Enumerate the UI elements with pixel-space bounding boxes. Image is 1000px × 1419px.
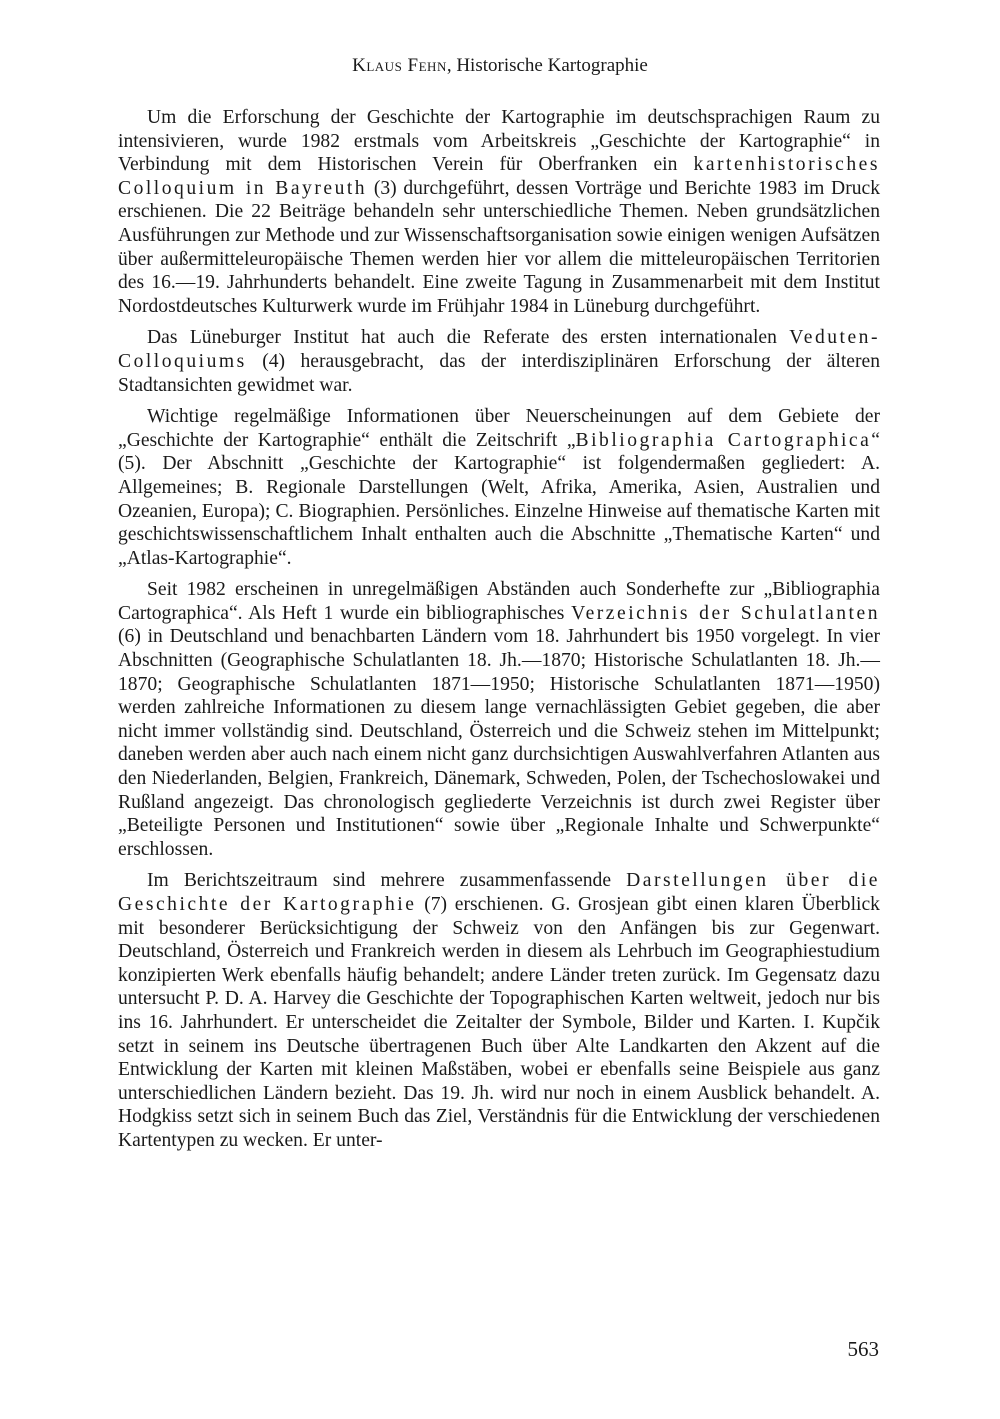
- body-text: [118, 106, 880, 1161]
- text-run: (3) durchgeführt, dessen Vorträge und Berichte 1983 im Druck erschienen. Die 22 Beiträge behandeln sehr unterschiedliche Themen. Neben grundsätzlichen Ausführungen zur Methode und zur Wissenschaftsorganisation sowie einigen wenigen Aufsätzen über außermitteleuropäische Themen werden hier vor allem die mitteleuropäischen Territorien des 16.—19. Jahrhunderts behandelt. Eine zweite Tagung in Zusammenarbeit mit dem Institut Nordostdeutsches Kulturwerk wurde im Frühjahr 1984 in Lüneburg durchgeführt.: [118, 177, 881, 317]
- header-separator: ,: [446, 55, 457, 76]
- text-run: Im Berichtszeitraum sind mehrere zusammenfassende: [147, 870, 627, 892]
- text-run: Um die Erforschung der Geschichte der Kartographie im deutschsprachigen Raum zu intensivieren, wurde 1982 erstmals vom Arbeitskreis „Geschichte der Kartographie“ in Verbindung mit dem Historischen Verein für Oberfranken ein: [118, 107, 880, 176]
- paragraph: [118, 106, 880, 318]
- text-run: Das Lüneburger Institut hat auch die Referate des ersten internationalen: [147, 327, 790, 349]
- spaced-emphasis-text: Bibliographia Cartographica: [575, 429, 872, 451]
- text-run: Wichtige regelmäßige Informationen über Neuerscheinungen auf dem Gebiete der „Geschichte der Kartographie“ enthält die Zeitschrift „: [118, 406, 880, 451]
- paragraph: [118, 326, 880, 397]
- paragraph: [118, 405, 880, 570]
- spaced-emphasis-text: kartenhistorisches Colloquium in Bayreuth: [118, 154, 880, 199]
- paragraph: [118, 578, 880, 861]
- spaced-emphasis-text: Darstellungen über die Geschichte der Kartographie: [118, 870, 880, 915]
- spaced-emphasis-text: Veduten-Colloquiums: [118, 327, 880, 372]
- text-run: Seit 1982 erscheinen in unregelmäßigen Abständen auch Sonderhefte zur „Bibliographia Cartographica“. Als Heft 1 wurde ein bibliographisches: [118, 579, 880, 624]
- page-number: 563: [847, 1337, 879, 1361]
- header-author: Klaus Fehn: [352, 55, 447, 76]
- paragraph: [118, 869, 880, 1152]
- spaced-emphasis-text: Verzeichnis der Schulatlanten: [571, 602, 880, 624]
- text-run: (7) erschienen. G. Grosjean gibt einen klaren Überblick mit besonderer Berücksichtigung der Schweiz von den Anfängen bis zur Gegenwart. Deutschland, Österreich und Frankreich werden in diesem als Lehrbuch im Geographiestudium konzipierten Werk ebenfalls häufig behandelt; andere Länder treten zurück. Im Gegensatz dazu untersucht P. D. A. Harvey die Geschichte der Topographischen Karten weltweit, jedoch nur bis ins 16. Jahrhundert. Er unterscheidet die Zeitalter der Symbole, Bilder und Karten. I. Kupčik setzt in seinem ins Deutsche übertragenen Buch über Alte Landkarten den Akzent auf die Entwicklung der Karten mit kleinen Maßstäben, wobei er ebenfalls seine Beispiele aus ganz unterschiedlichen Ländern bezieht. Das 19. Jh. wird nur noch in einem Ausblick behandelt. A. Hodgkiss setzt sich in seinem Buch das Ziel, Verständnis für die Entwicklung der verschiedenen Kartentypen zu wecken. Er unter-: [118, 894, 880, 1151]
- text-run: “ (5). Der Abschnitt „Geschichte der Kartographie“ ist folgendermaßen gegliedert: A. Allgemeines; B. Regionale Darstellungen (Welt, Afrika, Amerika, Asien, Australien und Ozeanien, Europa); C. Biographien. Persönliches. Einzelne Hinweise auf thematische Karten mit geschichtswissenschaftlichem Inhalt enthalten auch die Abschnitte „Thematische Karten“ und „Atlas-Kartographie“.: [118, 429, 880, 569]
- text-run: (6) in Deutschland und benachbarten Ländern vom 18. Jahrhundert bis 1950 vorgelegt. In vier Abschnitten (Geographische Schulatlanten 18. Jh.—1870; Historische Schulatlanten 18. Jh.—1870; Geographische Schulatlanten 1871—1950; Historische Schulatlanten 1871—1950) werden zahlreiche Informationen zu diesem lange vernachlässigten Gebiet gegeben, die aber nicht immer vollständig sind. Deutschland, Österreich und die Schweiz stehen im Mittelpunkt; daneben werden aber auch nach einem nicht ganz durchsichtigen Auswahlverfahren Atlanten aus den Niederlanden, Belgien, Frankreich, Dänemark, Schweden, Polen, der Tschechoslowakei und Rußland angezeigt. Das chronologisch gegliederte Verzeichnis ist durch zwei Register über „Beteiligte Personen und Institutionen“ sowie über „Regionale Inhalte und Schwerpunkte“ erschlossen.: [118, 626, 880, 860]
- header-title: Historische Kartographie: [456, 55, 648, 76]
- text-run: (4) herausgebracht, das der interdisziplinären Erforschung der älteren Stadtansichten gewidmet war.: [118, 350, 880, 396]
- running-header: [0, 54, 1000, 78]
